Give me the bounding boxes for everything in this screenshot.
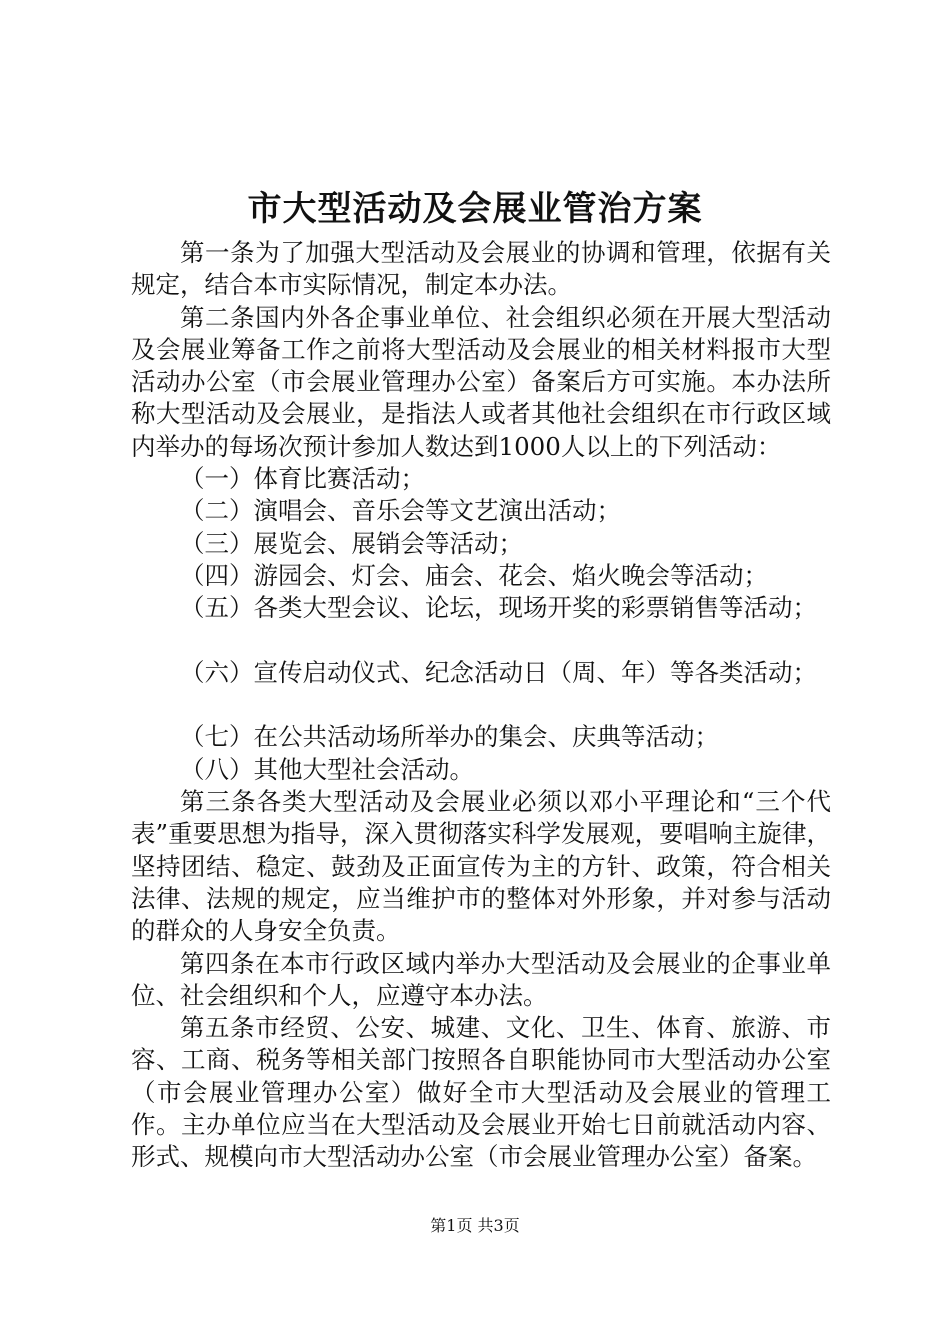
article-5: 第五条市经贸、公安、城建、文化、卫生、体育、旅游、市容、工商、税务等相关部门按照各自职能协同市大型活动办公室（市会展业管理办公室）做好全市大型活动及会展业的管理工作。主办单位应当在大型活动及会展业开始七日前就活动内容、形式、规模向市大型活动办公室（市会展业管理办公室）备案。	[131, 1013, 831, 1172]
list-item-6: （六）宣传启动仪式、纪念活动日（周、年）等各类活动；	[180, 657, 817, 687]
list-item-2: （二）演唱会、音乐会等文艺演出活动；	[180, 496, 621, 526]
document-title: 市大型活动及会展业管治方案	[247, 189, 703, 229]
article-1: 第一条为了加强大型活动及会展业的协调和管理，依据有关规定，结合本市实际情况，制定本办法。	[131, 238, 831, 300]
article-4: 第四条在本市行政区域内举办大型活动及会展业的企事业单位、社会组织和个人，应遵守本办法。	[131, 948, 831, 1010]
article-3: 第三条各类大型活动及会展业必须以邓小平理论和“三个代表”重要思想为指导，深入贯彻落实科学发展观，要唱响主旋律，坚持团结、稳定、鼓劲及正面宣传为主的方针、政策，符合相关法律、法规的规定，应当维护市的整体对外形象，并对参与活动的群众的人身安全负责。	[131, 787, 831, 946]
document-body	[131, 237, 831, 1174]
list-item-3: （三）展览会、展销会等活动；	[180, 528, 523, 558]
article-2: 第二条国内外各企事业单位、社会组织必须在开展大型活动及会展业筹备工作之前将大型活动及会展业的相关材料报市大型活动办公室（市会展业管理办公室）备案后方可实施。本办法所称大型活动及会展业，是指法人或者其他社会组织在市行政区域内举办的每场次预计参加人数达到1000人以上的下列活动：	[131, 302, 831, 461]
list-item-1: （一）体育比赛活动；	[180, 464, 425, 494]
page-footer: 第1页 共3页	[430, 1216, 520, 1235]
list-item-7: （七）在公共活动场所举办的集会、庆典等活动；	[180, 722, 719, 752]
list-item-4: （四）游园会、灯会、庙会、花会、焰火晚会等活动；	[180, 560, 768, 590]
list-item-8: （八）其他大型社会活动。	[180, 754, 474, 784]
list-item-5: （五）各类大型会议、论坛，现场开奖的彩票销售等活动；	[180, 593, 817, 623]
